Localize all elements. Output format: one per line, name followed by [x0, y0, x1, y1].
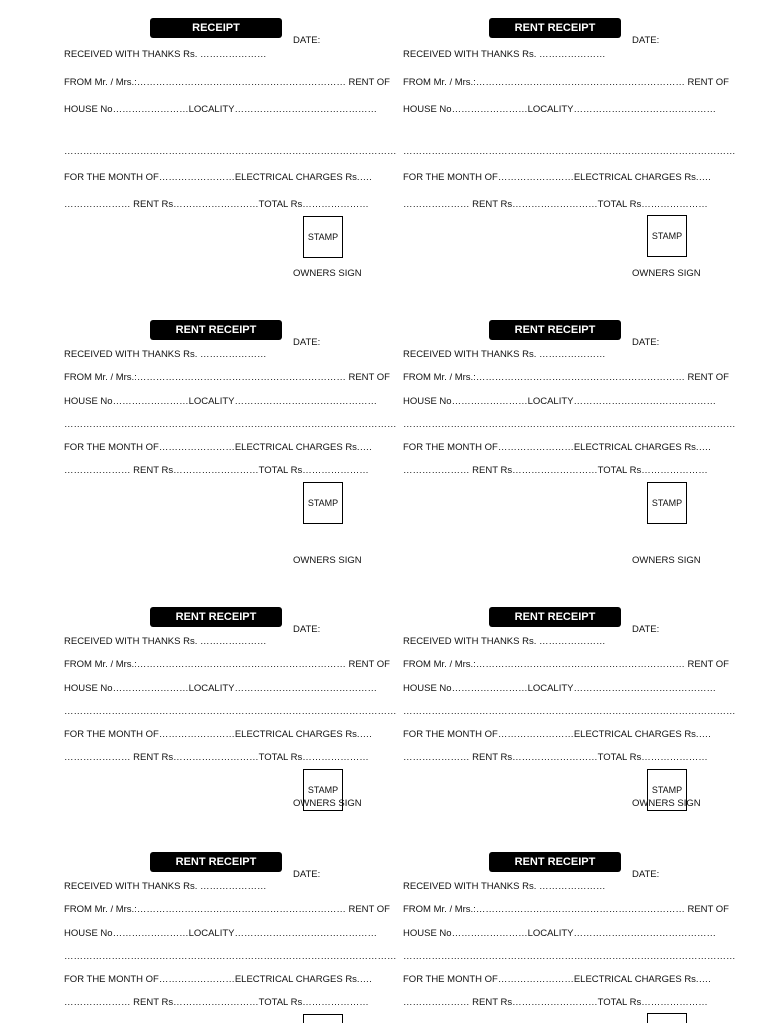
date-label: DATE: [293, 624, 321, 635]
owners-sign: OWNERS SIGN [293, 555, 362, 566]
from-line: FROM Mr. / Mrs.:………………………………………………………… RENT OF [403, 372, 729, 383]
house-line: HOUSE No……………………LOCALITY……………………………………… [403, 396, 716, 407]
month-line: FOR THE MONTH OF……………………ELECTRICAL CHARGES Rs.…. [64, 729, 372, 740]
date-label: DATE: [293, 869, 321, 880]
house-line: HOUSE No……………………LOCALITY……………………………………… [403, 683, 716, 694]
owners-sign: OWNERS SIGN [632, 555, 701, 566]
house-line: HOUSE No……………………LOCALITY……………………………………… [403, 104, 716, 115]
receipt-title: RENT RECEIPT [489, 320, 621, 340]
owners-sign: OWNERS SIGN [632, 268, 701, 279]
received-line: RECEIVED WITH THANKS Rs. ………………… [64, 49, 267, 60]
date-label: DATE: [632, 35, 660, 46]
received-line: RECEIVED WITH THANKS Rs. ………………… [64, 636, 267, 647]
blank-line: …………………………………………………………………………………………… [403, 951, 736, 962]
from-line: FROM Mr. / Mrs.:………………………………………………………… RENT OF [64, 372, 390, 383]
from-line: FROM Mr. / Mrs.:………………………………………………………… RENT OF [64, 77, 390, 88]
from-line: FROM Mr. / Mrs.:………………………………………………………… RENT OF [403, 77, 729, 88]
house-line: HOUSE No……………………LOCALITY……………………………………… [64, 396, 377, 407]
from-line: FROM Mr. / Mrs.:………………………………………………………… RENT OF [403, 904, 729, 915]
house-line: HOUSE No……………………LOCALITY……………………………………… [403, 928, 716, 939]
blank-line: …………………………………………………………………………………………… [64, 951, 397, 962]
blank-line: …………………………………………………………………………………………… [403, 706, 736, 717]
house-line: HOUSE No……………………LOCALITY……………………………………… [64, 104, 377, 115]
date-label: DATE: [632, 337, 660, 348]
month-line: FOR THE MONTH OF……………………ELECTRICAL CHARGES Rs.…. [403, 974, 711, 985]
receipt-title: RENT RECEIPT [150, 320, 282, 340]
received-line: RECEIVED WITH THANKS Rs. ………………… [403, 881, 606, 892]
date-label: DATE: [293, 337, 321, 348]
stamp-box [303, 1014, 343, 1023]
month-line: FOR THE MONTH OF……………………ELECTRICAL CHARGES Rs.…. [64, 172, 372, 183]
receipt-title: RECEIPT [150, 18, 282, 38]
from-line: FROM Mr. / Mrs.:………………………………………………………… RENT OF [403, 659, 729, 670]
stamp-box: STAMP [647, 769, 687, 811]
owners-sign: OWNERS SIGN [293, 798, 362, 809]
owners-sign: OWNERS SIGN [293, 268, 362, 279]
received-line: RECEIVED WITH THANKS Rs. ………………… [64, 881, 267, 892]
blank-line: …………………………………………………………………………………………… [64, 706, 397, 717]
date-label: DATE: [632, 624, 660, 635]
received-line: RECEIVED WITH THANKS Rs. ………………… [403, 49, 606, 60]
blank-line: …………………………………………………………………………………………… [403, 146, 736, 157]
received-line: RECEIVED WITH THANKS Rs. ………………… [403, 349, 606, 360]
rent-line: ………………… RENT Rs………………………TOTAL Rs………………… [403, 465, 708, 476]
from-line: FROM Mr. / Mrs.:………………………………………………………… RENT OF [64, 904, 390, 915]
receipt-title: RENT RECEIPT [489, 852, 621, 872]
stamp-box: STAMP [647, 482, 687, 524]
stamp-box: STAMP [647, 215, 687, 257]
rent-line: ………………… RENT Rs………………………TOTAL Rs………………… [64, 199, 369, 210]
stamp-box: STAMP [303, 216, 343, 258]
house-line: HOUSE No……………………LOCALITY……………………………………… [64, 928, 377, 939]
receipt-title: RENT RECEIPT [150, 607, 282, 627]
from-line: FROM Mr. / Mrs.:………………………………………………………… RENT OF [64, 659, 390, 670]
receipt-title: RENT RECEIPT [150, 852, 282, 872]
rent-line: ………………… RENT Rs………………………TOTAL Rs………………… [64, 997, 369, 1008]
date-label: DATE: [632, 869, 660, 880]
house-line: HOUSE No……………………LOCALITY……………………………………… [64, 683, 377, 694]
rent-line: ………………… RENT Rs………………………TOTAL Rs………………… [403, 199, 708, 210]
rent-line: ………………… RENT Rs………………………TOTAL Rs………………… [403, 997, 708, 1008]
rent-line: ………………… RENT Rs………………………TOTAL Rs………………… [64, 752, 369, 763]
month-line: FOR THE MONTH OF……………………ELECTRICAL CHARGES Rs.…. [403, 729, 711, 740]
stamp-box [647, 1013, 687, 1023]
month-line: FOR THE MONTH OF……………………ELECTRICAL CHARGES Rs.…. [64, 974, 372, 985]
rent-line: ………………… RENT Rs………………………TOTAL Rs………………… [64, 465, 369, 476]
stamp-box: STAMP [303, 482, 343, 524]
owners-sign: OWNERS SIGN [632, 798, 701, 809]
receipt-title: RENT RECEIPT [489, 607, 621, 627]
received-line: RECEIVED WITH THANKS Rs. ………………… [403, 636, 606, 647]
stamp-box: STAMP [303, 769, 343, 811]
rent-line: ………………… RENT Rs………………………TOTAL Rs………………… [403, 752, 708, 763]
blank-line: …………………………………………………………………………………………… [64, 419, 397, 430]
blank-line: …………………………………………………………………………………………… [64, 146, 397, 157]
month-line: FOR THE MONTH OF……………………ELECTRICAL CHARGES Rs.…. [64, 442, 372, 453]
month-line: FOR THE MONTH OF……………………ELECTRICAL CHARGES Rs.…. [403, 442, 711, 453]
receipt-title: RENT RECEIPT [489, 18, 621, 38]
month-line: FOR THE MONTH OF……………………ELECTRICAL CHARGES Rs.…. [403, 172, 711, 183]
blank-line: …………………………………………………………………………………………… [403, 419, 736, 430]
received-line: RECEIVED WITH THANKS Rs. ………………… [64, 349, 267, 360]
date-label: DATE: [293, 35, 321, 46]
